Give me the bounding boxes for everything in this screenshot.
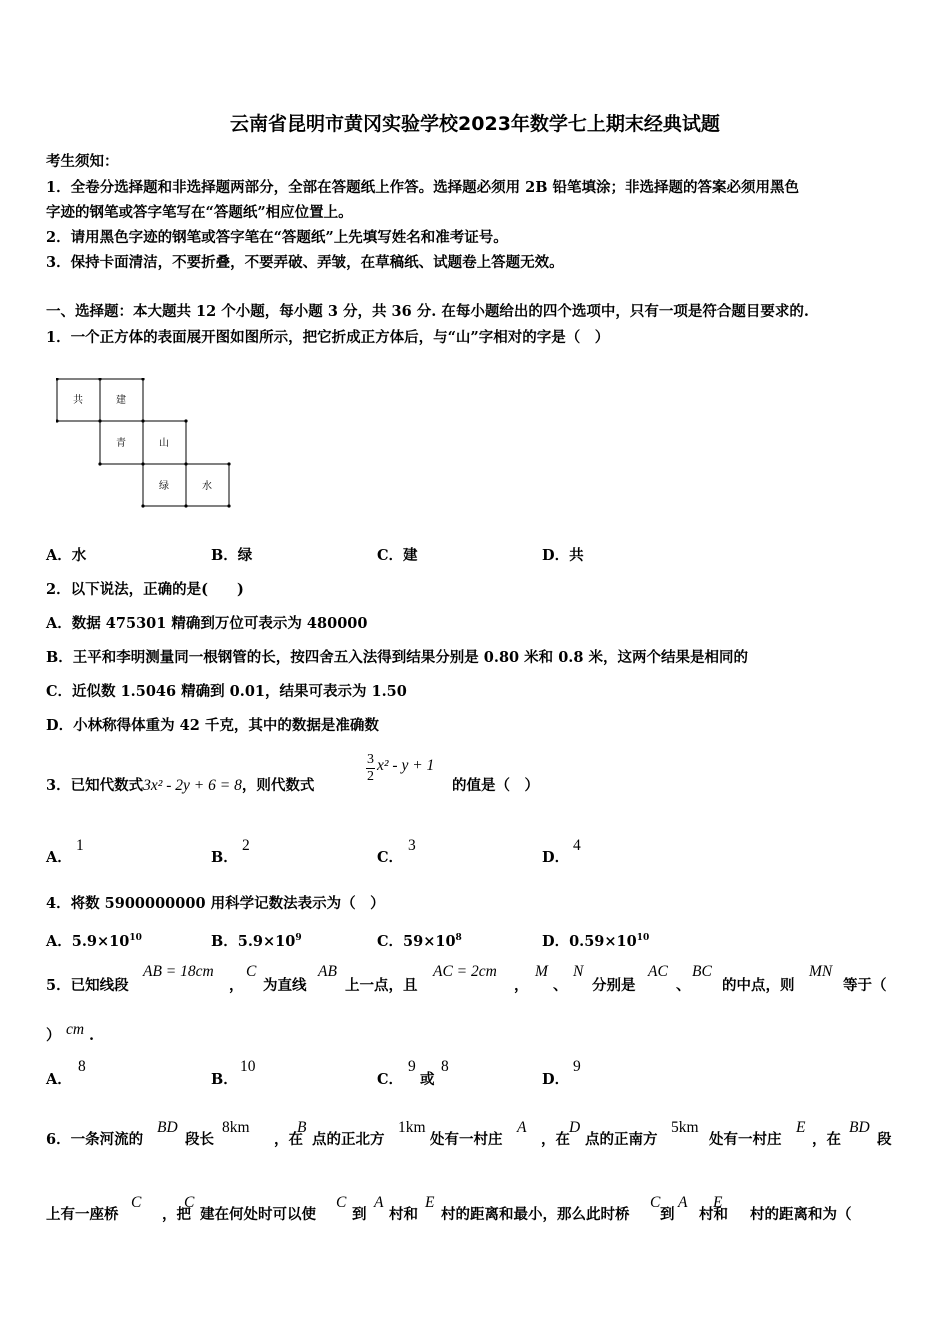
q6-l1-run-5: B: [297, 1119, 307, 1136]
q3-fraction: [366, 752, 375, 785]
q3-option-a-label[interactable]: A．: [46, 849, 72, 866]
notice-line-3: 3．保持卡面清洁，不要折叠，不要弄破、弄皱，在草稿纸、试题卷上答题无效。: [46, 254, 564, 271]
q3-mid: ，则代数式: [241, 777, 315, 794]
q5-p5: ，: [514, 977, 529, 994]
q5-p4: 上一点，且: [345, 977, 418, 994]
q6-l1-run-2: 段长: [185, 1131, 214, 1148]
q3-option-c-value[interactable]: 3: [408, 837, 416, 854]
q6-l1-run-16: ，在: [812, 1131, 841, 1148]
q6-l1-run-4: ，在: [274, 1131, 303, 1148]
q4-a-exp: 10: [129, 933, 142, 943]
net-face-1: 共: [73, 395, 83, 406]
q5-p3: 为直线: [263, 977, 307, 994]
q6-l1-run-12: 点的正南方: [585, 1131, 658, 1148]
q5-option-d-label[interactable]: D．: [542, 1071, 570, 1088]
notice-heading: 考生须知：: [46, 153, 119, 170]
q6-l1-run-10: ，在: [541, 1131, 570, 1148]
q5-m1: AB = 18cm: [143, 963, 214, 980]
q5-p7: 分别是: [592, 977, 636, 994]
net-face-6: 水: [202, 481, 212, 492]
q6-l2-run-13: A: [678, 1194, 688, 1211]
q4-stem: 4．将数 5900000000 用科学记数法表示为（ ）: [46, 895, 385, 912]
q6-l1-run-18: 段: [877, 1131, 892, 1148]
q5-m5: M: [535, 963, 548, 980]
q5-option-c-or: 或: [420, 1071, 435, 1088]
q3-pre: 3．已知代数式: [46, 777, 144, 794]
q6-l1-run-8: 处有一村庄: [430, 1131, 503, 1148]
q3-post: 的值是（ ）: [452, 777, 539, 794]
q5-p6: 、: [553, 977, 568, 994]
q6-l2-run-3: C: [184, 1194, 195, 1211]
net-face-4: 山: [159, 438, 169, 449]
q6-l2-run-1: C: [131, 1194, 142, 1211]
q6-l2-run-14: 村和: [699, 1206, 728, 1223]
q4-option-a[interactable]: [46, 928, 142, 952]
q6-l2-run-15: E: [713, 1194, 723, 1211]
notice-line-1-cont: 字迹的钢笔或答字笔写在“答题纸”相应位置上。: [46, 204, 353, 221]
q6-l2-run-4: 建在何处时可以使: [200, 1206, 316, 1223]
q2-option-b[interactable]: B．王平和李明测量同一根钢管的长，按四舍五入法得到结果分别是 0.80 米和 0.8 米，这两个结果是相同的: [46, 649, 748, 666]
q6-l2-run-5: C: [336, 1194, 347, 1211]
q3-frac-num: 3: [367, 752, 374, 767]
q6-l2-run-9: E: [425, 1194, 435, 1211]
q6-l1-run-11: D: [569, 1119, 581, 1136]
q4-option-c[interactable]: [377, 928, 462, 952]
q4-d-base: D．0.59×10: [542, 932, 637, 950]
q5-option-b-label[interactable]: B．: [211, 1071, 238, 1088]
q5-m6: N: [573, 963, 584, 980]
q5-p9: 的中点，则: [722, 977, 795, 994]
q4-c-base: C．59×10: [377, 932, 456, 950]
q6-l1-run-0: 6．一条河流的: [46, 1131, 144, 1148]
q1-option-c[interactable]: C．建: [377, 547, 418, 564]
q5-p2: ，: [229, 977, 244, 994]
q4-d-exp: 10: [636, 933, 650, 943]
q1-option-d[interactable]: D．共: [542, 547, 584, 564]
q5-m3: AB: [318, 963, 337, 980]
q6-l2-run-7: A: [374, 1194, 384, 1211]
q6-l1-run-6: 点的正北方: [312, 1131, 385, 1148]
q3-option-c-label[interactable]: C．: [377, 849, 404, 866]
notice-line-2: 2．请用黑色字迹的钢笔或答字笔在“答题纸”上先填写姓名和准考证号。: [46, 229, 508, 246]
q6-l2-run-2: ，把: [162, 1206, 191, 1223]
q4-b-exp: 9: [295, 933, 302, 943]
section-heading: 一、选择题：本大题共 12 个小题，每小题 3 分，共 36 分. 在每小题给出的四个选项中，只有一项是符合题目要求的.: [46, 303, 809, 320]
q6-l2-run-11: C: [650, 1194, 661, 1211]
q6-l1-run-14: 处有一村庄: [709, 1131, 782, 1148]
q6-l1-run-13: 5km: [671, 1119, 699, 1136]
q2-option-c[interactable]: C．近似数 1.5046 精确到 0.01，结果可表示为 1.50: [46, 683, 407, 700]
q6-l1-run-17: BD: [849, 1119, 870, 1136]
net-face-5: 绿: [159, 481, 169, 492]
q3-option-a-value[interactable]: 1: [76, 837, 84, 854]
q6-l1-run-1: BD: [157, 1119, 178, 1136]
q5-option-a-value[interactable]: 8: [78, 1058, 86, 1075]
q5-p11: ）: [46, 1027, 61, 1044]
q3-frac-den: 2: [367, 769, 374, 784]
q6-l2-run-6: 到: [352, 1206, 367, 1223]
q1-option-b[interactable]: B．绿: [211, 547, 253, 564]
q5-m2: C: [246, 963, 257, 980]
q6-l1-run-3: 8km: [222, 1119, 250, 1136]
cube-net-diagram: [56, 378, 232, 510]
q2-option-d[interactable]: D．小林称得体重为 42 千克，其中的数据是准确数: [46, 717, 379, 734]
notice-line-1: 1．全卷分选择题和非选择题两部分，全部在答题纸上作答。选择题必须用 2B 铅笔填涂；非选择题的答案必须用黑色: [46, 179, 800, 196]
q5-m8: BC: [692, 963, 712, 980]
q5-p8: 、: [676, 977, 691, 994]
q3-stem: [46, 776, 314, 796]
q6-l2-run-16: 村的距离和为（: [750, 1206, 852, 1223]
q5-p10: 等于（: [843, 977, 887, 994]
q5-p1: 5．已知线段: [46, 977, 129, 994]
q1-option-a[interactable]: A．水: [46, 547, 87, 564]
q4-c-exp: 8: [455, 933, 462, 943]
q6-l1-run-15: E: [796, 1119, 806, 1136]
q5-m7: AC: [648, 963, 668, 980]
net-face-2: 建: [116, 395, 126, 406]
q5-option-c-value-1[interactable]: 9: [408, 1058, 416, 1075]
q3-option-b-value[interactable]: 2: [242, 837, 250, 854]
q5-option-d-value[interactable]: 9: [573, 1058, 581, 1075]
q5-m10: cm: [66, 1021, 85, 1038]
q3-option-d-value[interactable]: 4: [573, 837, 581, 854]
q5-option-c-value-2[interactable]: 8: [441, 1058, 449, 1075]
q6-l1-run-7: 1km: [398, 1119, 426, 1136]
q6-l2-run-8: 村和: [389, 1206, 418, 1223]
q5-option-a-label[interactable]: A．: [46, 1071, 72, 1088]
q5-option-c-label[interactable]: C．: [377, 1071, 404, 1088]
q4-option-b[interactable]: [211, 928, 302, 952]
q2-stem: 2．以下说法，正确的是( ): [46, 581, 244, 598]
q3-equation: 3x² - 2y + 6 = 8: [143, 777, 242, 794]
q3-expression: [364, 752, 434, 785]
q5-option-b-value[interactable]: 10: [240, 1058, 256, 1075]
q3-expr: x² - y + 1: [377, 757, 435, 774]
q4-option-d[interactable]: [542, 928, 649, 952]
q2-option-a[interactable]: A．数据 475301 精确到万位可表示为 480000: [46, 615, 368, 632]
q5-p12: .: [89, 1027, 95, 1044]
q6-l2-run-10: 村的距离和最小，那么此时桥: [441, 1206, 630, 1223]
q6-l1-run-9: A: [517, 1119, 527, 1136]
q6-l2-run-0: 上有一座桥: [46, 1206, 119, 1223]
net-face-3: 青: [116, 438, 126, 449]
q3-option-b-label[interactable]: B．: [211, 849, 238, 866]
q4-a-base: A．5.9×10: [46, 932, 130, 950]
q3-option-d-label[interactable]: D．: [542, 849, 570, 866]
page-title: 云南省昆明市黄冈实验学校2023年数学七上期末经典试题: [230, 113, 720, 135]
q1-stem: 1．一个正方体的表面展开图如图所示，把它折成正方体后，与“山”字相对的字是（ ）: [46, 329, 610, 346]
q4-b-base: B．5.9×10: [211, 932, 296, 950]
q5-m9: MN: [809, 963, 833, 980]
q6-l2-run-12: 到: [660, 1206, 675, 1223]
q5-m4: AC = 2cm: [433, 963, 497, 980]
